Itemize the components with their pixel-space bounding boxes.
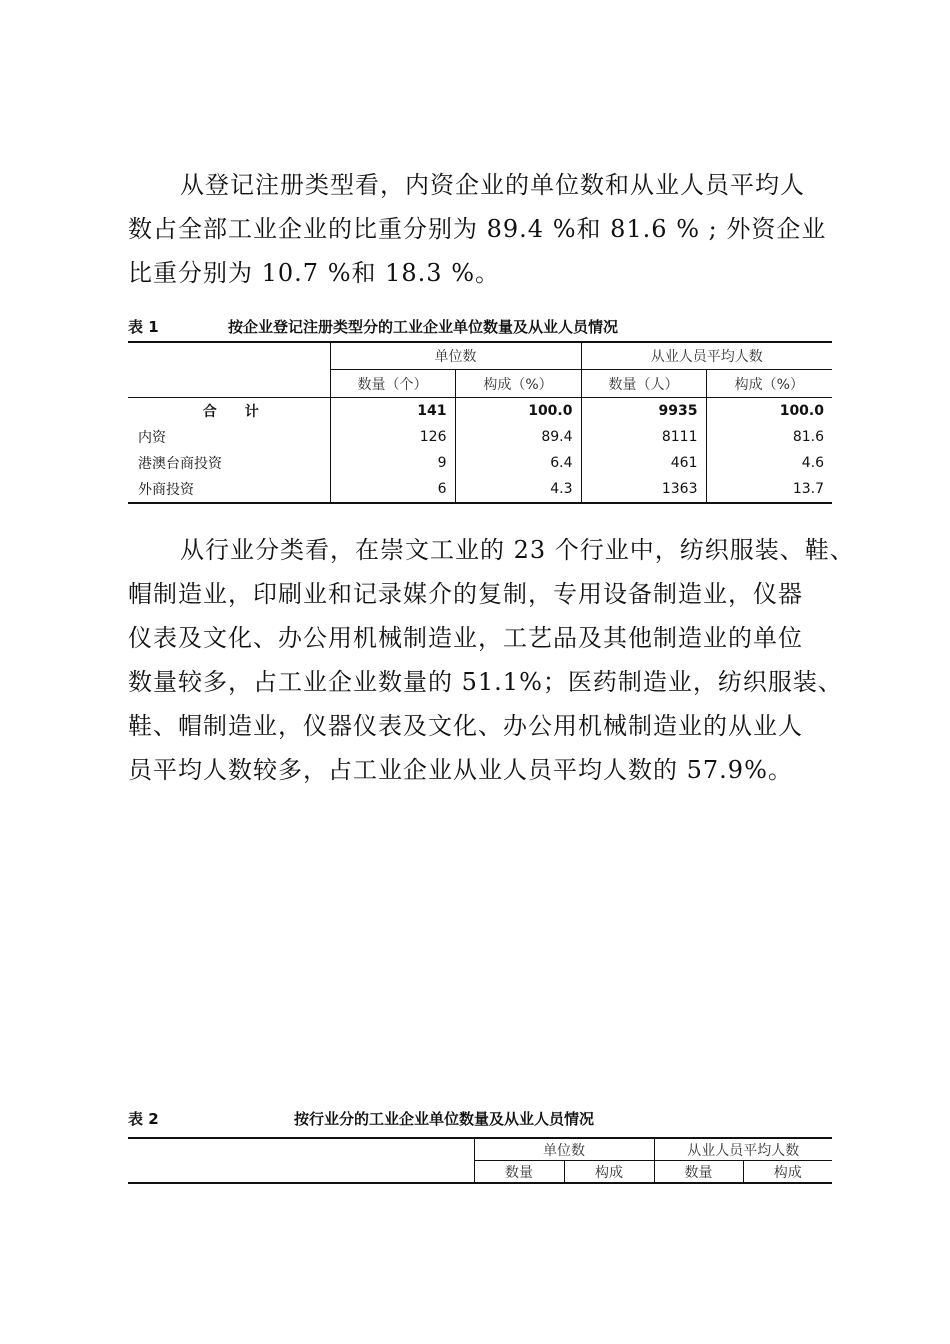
paragraph-line: 员平均人数较多，占工业企业从业人员平均人数的 57.9%。 [128, 756, 793, 784]
cell-share: 6.4 [455, 450, 581, 476]
col-header-people: 数量 [654, 1161, 743, 1184]
paragraph-line: 从登记注册类型看，内资企业的单位数和从业人员平均人 [180, 171, 805, 199]
paragraph-line: 数占全部工业企业的比重分别为 89.4 %和 81.6 % ; 外资企业 [128, 215, 827, 243]
intro-paragraph [128, 163, 858, 295]
col-header-count: 数量（个） [330, 370, 455, 398]
table-row [128, 450, 832, 476]
table-header-row [128, 370, 832, 398]
table-header-row [128, 342, 832, 370]
row-name: 合计 [202, 404, 287, 420]
row-name: 港澳台商投资 [138, 456, 222, 472]
cell-share: 81.6 [706, 424, 832, 450]
table-corner [128, 1138, 474, 1161]
paragraph-line: 数量较多，占工业企业数量的 51.1%；医药制造业，纺织服装、 [128, 668, 843, 696]
industry-paragraph [128, 528, 858, 792]
cell-share: 4.3 [455, 476, 581, 503]
cell-people: 8111 [581, 424, 706, 450]
row-name: 外商投资 [138, 482, 194, 498]
table2 [128, 1137, 832, 1184]
table1-label: 表 1 [128, 318, 159, 336]
table1 [128, 341, 832, 504]
cell-share: 100.0 [706, 398, 832, 425]
cell-share: 13.7 [706, 476, 832, 503]
paragraph-line: 鞋、帽制造业，仪器仪表及文化、办公用机械制造业的从业人 [128, 712, 803, 740]
group-header-units: 单位数 [330, 342, 581, 370]
table-header-row [128, 1138, 832, 1161]
col-header-share: 构成 [743, 1161, 832, 1184]
col-header-count: 数量 [474, 1161, 564, 1184]
table-row-total [128, 398, 832, 425]
table-corner [128, 342, 330, 370]
cell-people: 1363 [581, 476, 706, 503]
cell-count: 141 [330, 398, 455, 425]
group-header-employees: 从业人员平均人数 [581, 342, 832, 370]
col-header-share: 构成（%） [455, 370, 581, 398]
cell-count: 126 [330, 424, 455, 450]
table2-label: 表 2 [128, 1110, 159, 1128]
table-header-row [128, 1161, 832, 1184]
table2-title: 按行业分的工业企业单位数量及从业人员情况 [294, 1110, 595, 1128]
cell-share: 100.0 [455, 398, 581, 425]
col-header-share: 构成（%） [706, 370, 832, 398]
paragraph-line: 仪表及文化、办公用机械制造业，工艺品及其他制造业的单位 [128, 624, 803, 652]
cell-people: 9935 [581, 398, 706, 425]
table-row [128, 476, 832, 503]
cell-people: 461 [581, 450, 706, 476]
table-row [128, 424, 832, 450]
table-corner [128, 370, 330, 398]
table-corner [128, 1161, 474, 1184]
col-header-people: 数量（人） [581, 370, 706, 398]
cell-count: 9 [330, 450, 455, 476]
paragraph-line: 从行业分类看，在崇文工业的 23 个行业中，纺织服装、鞋、 [180, 536, 855, 564]
paragraph-line: 比重分别为 10.7 %和 18.3 %。 [128, 259, 500, 287]
group-header-employees: 从业人员平均人数 [654, 1138, 832, 1161]
row-name: 内资 [138, 430, 166, 446]
cell-count: 6 [330, 476, 455, 503]
cell-share: 89.4 [455, 424, 581, 450]
table1-title: 按企业登记注册类型分的工业企业单位数量及从业人员情况 [228, 318, 619, 336]
cell-share: 4.6 [706, 450, 832, 476]
group-header-units: 单位数 [474, 1138, 654, 1161]
col-header-share: 构成 [564, 1161, 654, 1184]
paragraph-line: 帽制造业，印刷业和记录媒介的复制，专用设备制造业，仪器 [128, 580, 803, 608]
